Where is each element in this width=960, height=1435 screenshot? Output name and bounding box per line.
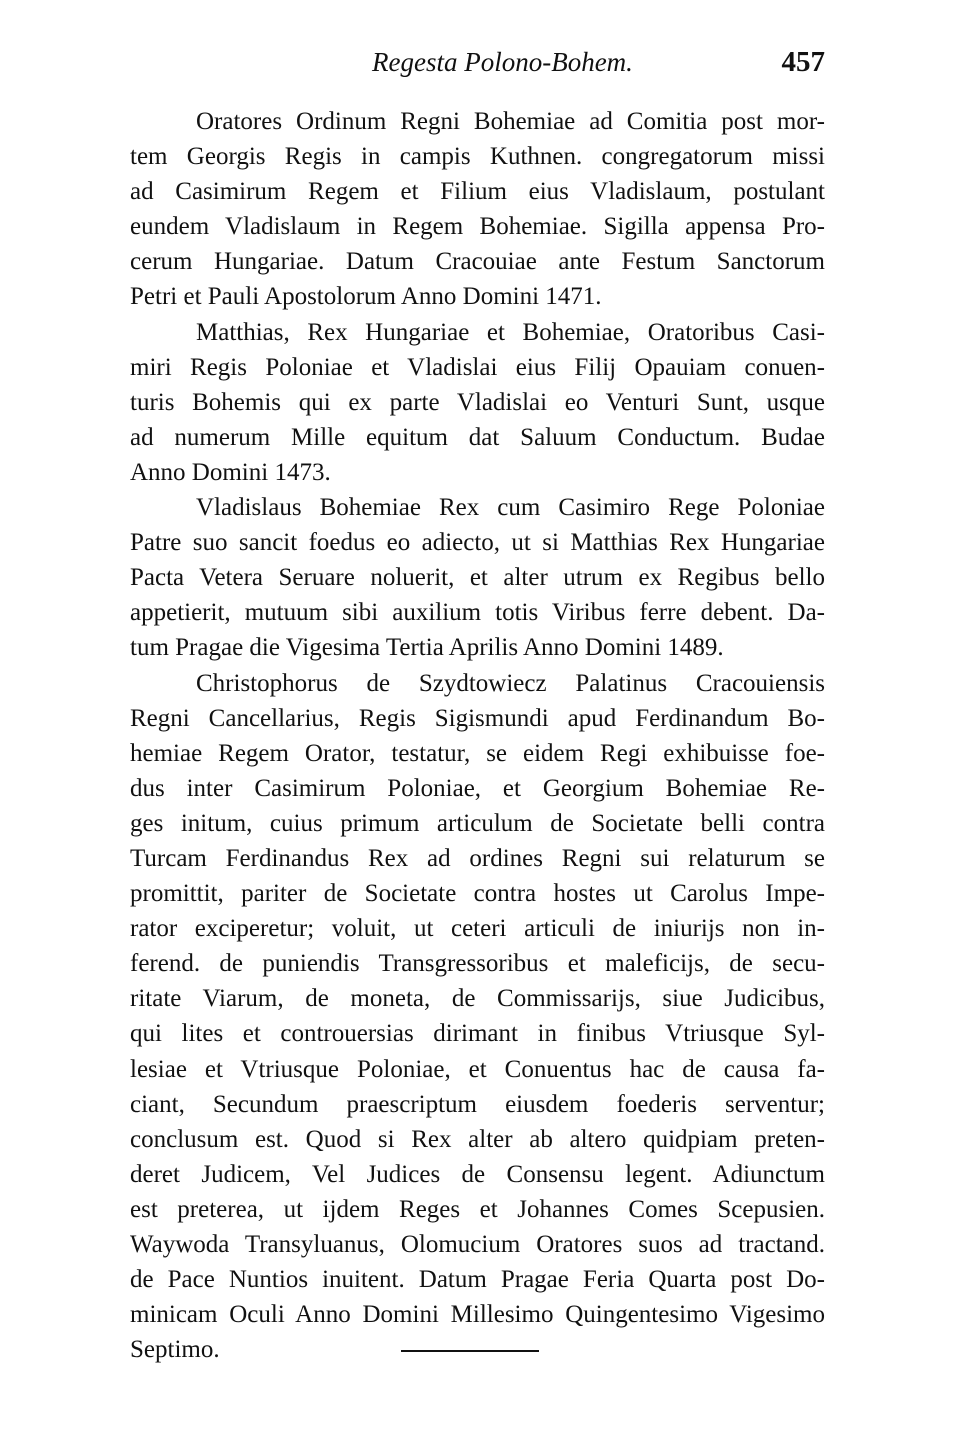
text-line: conclusum est. Quod si Rex alter ab altero quidpiam preten- — [130, 1125, 825, 1153]
end-rule — [401, 1350, 539, 1352]
text-line: ges initum, cuius primum articulum de Societate belli contra — [130, 809, 825, 837]
text-line: de Pace Nuntios inuitent. Datum Pragae Feria Quarta post Do- — [130, 1266, 825, 1294]
page-number: 457 — [781, 46, 825, 78]
text-line: Turcam Ferdinandus Rex ad ordines Regni sui relaturum se — [130, 844, 825, 872]
running-title: Regesta Polono-Bohem. — [372, 47, 633, 77]
text-line: est preterea, ut ijdem Reges et Johannes Comes Scepusien. — [130, 1195, 825, 1223]
text-line: eundem Vladislaum in Regem Bohemiae. Sigilla appensa Pro- — [130, 213, 825, 241]
text-line: promittit, pariter de Societate contra hostes ut Carolus Impe- — [130, 880, 825, 908]
text-line: Vladislaus Bohemiae Rex cum Casimiro Rege Poloniae — [196, 494, 825, 522]
text-line: Oratores Ordinum Regni Bohemiae ad Comitia post mor- — [196, 108, 825, 135]
text-line: turis Bohemis qui ex parte Vladislai eo Venturi Sunt, usque — [130, 388, 825, 416]
text-line: appetierit, mutuum sibi auxilium totis Viribus ferre debent. Da- — [130, 599, 825, 627]
text-line: ciant, Secundum praescriptum eiusdem foederis serventur; — [130, 1090, 825, 1118]
text-line: Anno Domini 1473. — [130, 458, 331, 486]
page-header — [130, 44, 825, 84]
regesta-text — [130, 104, 825, 1367]
text-line: ad numerum Mille equitum dat Saluum Conductum. Budae — [130, 423, 825, 451]
text-line: ferend. de puniendis Transgressoribus et maleficijs, de secu- — [130, 950, 825, 978]
text-line: Pacta Vetera Seruare noluerit, et alter utrum ex Regibus bello — [130, 564, 825, 592]
text-line: Regni Cancellarius, Regis Sigismundi apud Ferdinandum Bo- — [130, 704, 825, 732]
text-line: Septimo. — [130, 1336, 220, 1364]
text-line: lesiae et Vtriusque Poloniae, et Conuentus hac de causa fa- — [130, 1055, 825, 1083]
text-line: rator exciperetur; voluit, ut ceteri articuli de iniurijs non in- — [130, 915, 825, 943]
text-line: Matthias, Rex Hungariae et Bohemiae, Oratoribus Casi- — [196, 318, 825, 346]
text-line: cerum Hungariae. Datum Cracouiae ante Festum Sanctorum — [130, 248, 825, 276]
text-line: ad Casimirum Regem et Filium eius Vladislaum, postulant — [130, 178, 825, 206]
text-line: minicam Oculi Anno Domini Millesimo Quingentesimo Vigesimo — [130, 1301, 825, 1329]
text-line: deret Judicem, Vel Judices de Consensu legent. Adiunctum — [130, 1160, 825, 1188]
text-line: dus inter Casimirum Poloniae, et Georgium Bohemiae Re- — [130, 774, 825, 802]
text-line: qui lites et controuersias dirimant in finibus Vtriusque Syl- — [130, 1020, 825, 1048]
text-line: Waywoda Transyluanus, Olomucium Oratores suos ad tractand. — [130, 1231, 825, 1258]
text-line: tem Georgis Regis in campis Kuthnen. congregatorum missi — [130, 143, 825, 171]
text-line: Petri et Pauli Apostolorum Anno Domini 1471. — [130, 283, 602, 311]
text-line: hemiae Regem Orator, testatur, se eidem Regi exhibuisse foe- — [130, 739, 825, 767]
text-line: tum Pragae die Vigesima Tertia Aprilis Anno Domini 1489. — [130, 634, 724, 662]
text-line: Patre suo sancit foedus eo adiecto, ut si Matthias Rex Hungariae — [130, 529, 825, 557]
text-line: ritate Viarum, de moneta, de Commissarijs, siue Judicibus, — [130, 985, 825, 1013]
text-line: Christophorus de Szydtowiecz Palatinus Cracouiensis — [196, 669, 825, 697]
text-line: miri Regis Poloniae et Vladislai eius Filij Opauiam conuen- — [130, 353, 825, 381]
